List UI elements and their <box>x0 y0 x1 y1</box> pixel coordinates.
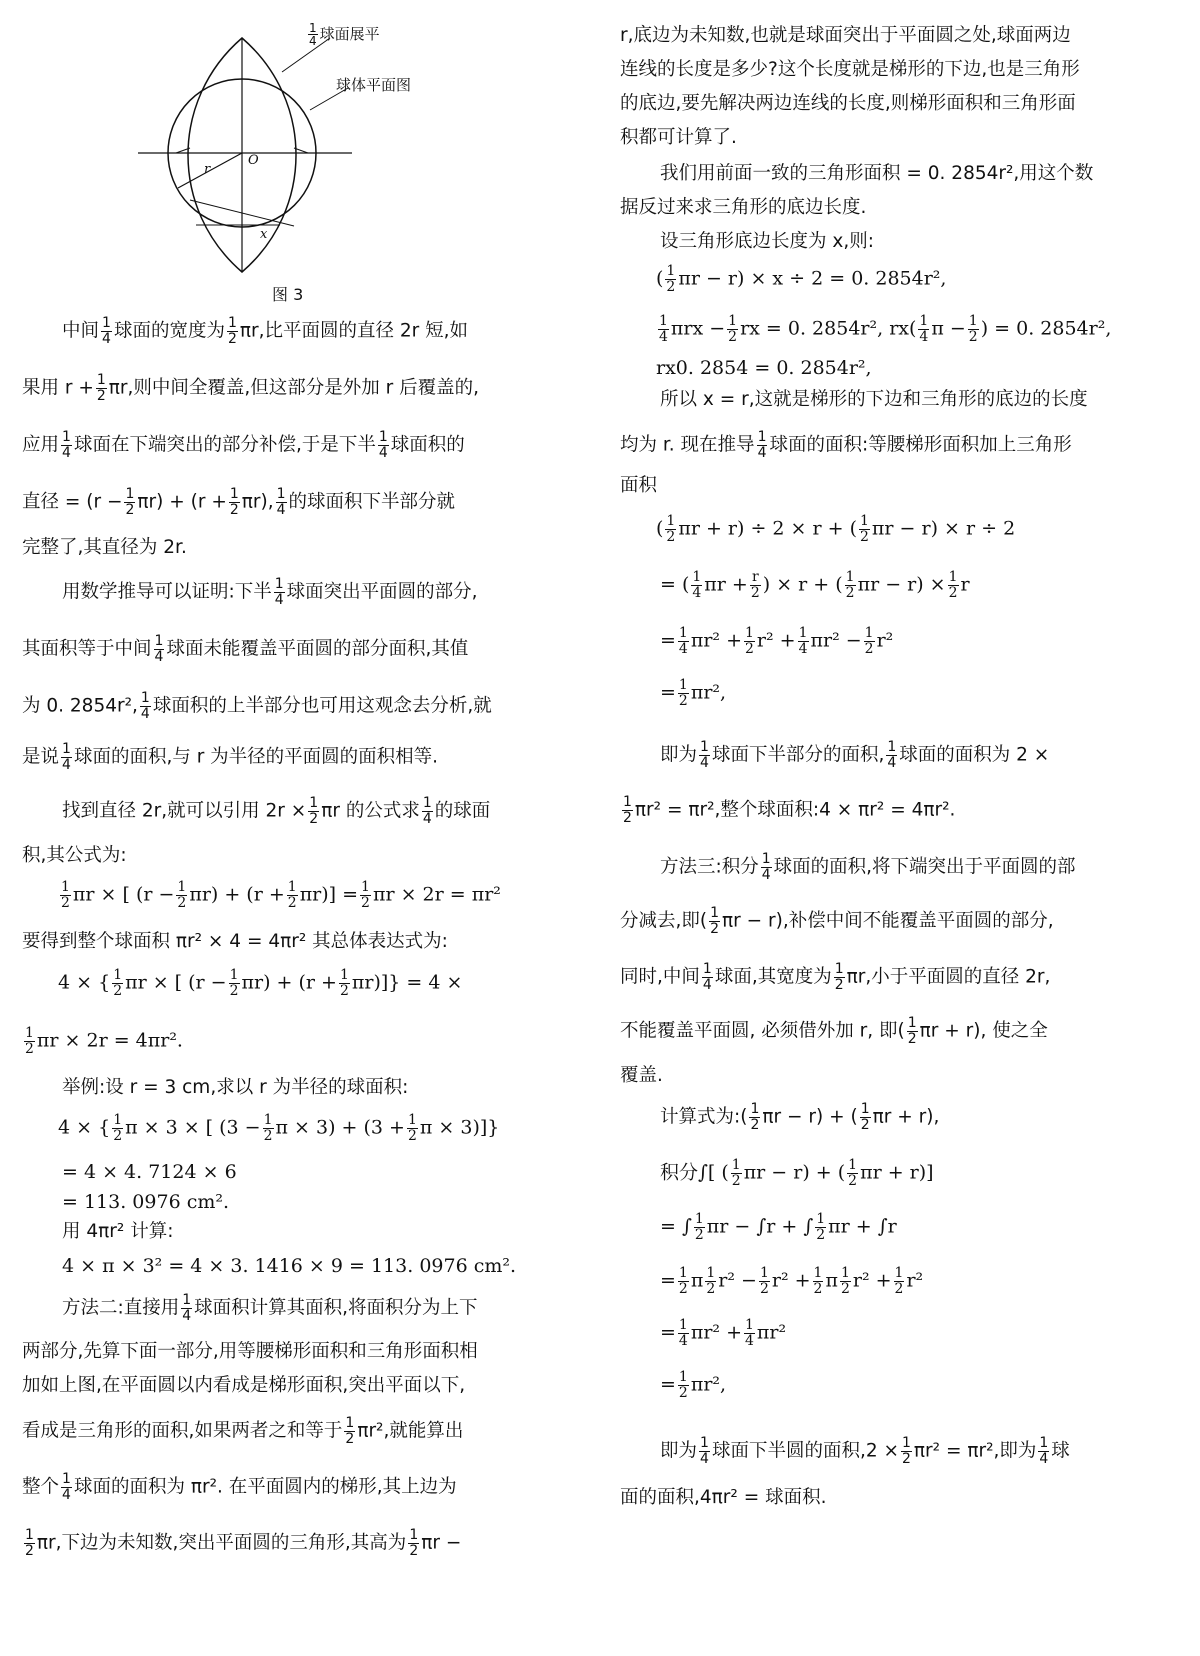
equation: ( $\frac{1}{2}$ πr − r) × x ÷ 2 = 0. 2854r², <box>656 263 947 295</box>
paragraph-line: 方法三:积分 $\frac{1}{4}$ 球面的面积,将下端突出于平面圆的部 <box>660 851 1076 883</box>
paragraph-line: 举例:设 r = 3 cm,求以 r 为半径的球面积: <box>62 1077 409 1098</box>
paragraph-line: 所以 x = r,这就是梯形的下边和三角形的底边的长度 <box>660 389 1088 410</box>
equation: = $\frac{1}{4}$ πr² + $\frac{1}{4}$ πr² <box>660 1317 787 1349</box>
paragraph-line: $\frac{1}{2}$ πr,下边为未知数,突出平面圆的三角形,其高为 $\frac{1}{2}$ πr − <box>25 1527 462 1559</box>
equation: rx0. 2854 = 0. 2854r², <box>656 357 872 379</box>
label-chord: x <box>260 227 268 242</box>
label-radius: r <box>204 162 211 177</box>
paragraph-line: 中间 $\frac{1}{4}$ 球面的宽度为 $\frac{1}{2}$ πr,比平面圆的直径 2r 短,如 <box>62 315 469 347</box>
sphere-diagram <box>130 10 430 280</box>
equation: = 113. 0976 cm². <box>62 1191 230 1213</box>
equation: = ∫ $\frac{1}{2}$ πr − ∫r + ∫ $\frac{1}{2}$ πr + ∫r <box>660 1211 897 1243</box>
paragraph-line: 面积 <box>620 475 658 496</box>
paragraph-line: 同时,中间 $\frac{1}{4}$ 球面,其宽度为 $\frac{1}{2}$ πr,小于平面圆的直径 2r, <box>620 961 1051 993</box>
paragraph-line: 整个 $\frac{1}{4}$ 球面的面积为 πr². 在平面圆内的梯形,其上边为 <box>22 1471 457 1503</box>
label-origin: O <box>248 153 259 168</box>
paragraph-line: 据反过来求三角形的底边长度. <box>620 197 867 218</box>
paragraph-line: 找到直径 2r,就可以引用 2r × $\frac{1}{2}$ πr 的公式求 $\frac{1}{4}$ 的球面 <box>62 795 491 827</box>
paragraph-line: 方法二:直接用 $\frac{1}{4}$ 球面积计算其面积,将面积分为上下 <box>62 1292 478 1324</box>
paragraph-line: r,底边为未知数,也就是球面突出于平面圆之处,球面两边 <box>620 25 1071 46</box>
paragraph-line: 覆盖. <box>620 1065 663 1086</box>
paragraph-line: 即为 $\frac{1}{4}$ 球面下半部分的面积, $\frac{1}{4}$ 球面的面积为 2 × <box>660 739 1050 771</box>
label-quarter-flat: $\frac{1}{4}$ 球面展平 <box>309 21 380 48</box>
paragraph-line: 用数学推导可以证明:下半 $\frac{1}{4}$ 球面突出平面圆的部分, <box>62 576 478 608</box>
paragraph-line: 连线的长度是多少?这个长度就是梯形的下边,也是三角形 <box>620 59 1080 80</box>
paragraph-line: 积都可计算了. <box>620 127 737 148</box>
paragraph-line: 用 4πr² 计算: <box>62 1221 174 1242</box>
equation: = $\frac{1}{2}$ πr², <box>660 677 727 709</box>
equation: 4 × { $\frac{1}{2}$ π × 3 × [ (3 − $\frac{1}{2}$ π × 3) + (3 + $\frac{1}{2}$ π × 3)]} <box>58 1112 500 1144</box>
paragraph-line: 看成是三角形的面积,如果两者之和等于 $\frac{1}{2}$ πr²,就能算出 <box>22 1415 464 1447</box>
paragraph-line: 是说 $\frac{1}{4}$ 球面的面积,与 r 为半径的平面圆的面积相等. <box>22 741 439 773</box>
equation: 积分∫[ ( $\frac{1}{2}$ πr − r) + ( $\frac{1}{2}$ πr + r)] <box>660 1157 934 1189</box>
paragraph-line: 要得到整个球面积 πr² × 4 = 4πr² 其总体表达式为: <box>22 931 448 952</box>
equation: 4 × { $\frac{1}{2}$ πr × [ (r − $\frac{1}{2}$ πr) + (r + $\frac{1}{2}$ πr)]} = 4 × <box>58 967 463 999</box>
paragraph-line: 完整了,其直径为 2r. <box>22 537 187 558</box>
label-plane-view: 球体平面图 <box>336 76 412 94</box>
paragraph-line: 分减去,即( $\frac{1}{2}$ πr − r),补偿中间不能覆盖平面圆的部分, <box>620 905 1054 937</box>
paragraph-line: 加如上图,在平面圆以内看成是梯形面积,突出平面以下, <box>22 1375 466 1396</box>
paragraph-line: 即为 $\frac{1}{4}$ 球面下半圆的面积,2 × $\frac{1}{2}$ πr² = πr²,即为 $\frac{1}{4}$ 球 <box>660 1435 1070 1467</box>
equation: = $\frac{1}{2}$ π $\frac{1}{2}$ r² − $\frac{1}{2}$ r² + $\frac{1}{2}$ π $\frac{1}{2}$ r² + $\frac{1}{2}$ r² <box>660 1265 924 1297</box>
figure-caption: 图 3 <box>272 285 304 304</box>
equation: = 4 × 4. 7124 × 6 <box>62 1161 237 1183</box>
equation: 4 × π × 3² = 4 × 3. 1416 × 9 = 113. 0976 cm². <box>62 1255 517 1277</box>
paragraph-line: 我们用前面一致的三角形面积 = 0. 2854r²,用这个数 <box>660 163 1094 184</box>
equation: $\frac{1}{2}$ πr × [ (r − $\frac{1}{2}$ πr) + (r + $\frac{1}{2}$ πr)] = $\frac{1}{2}$ πr × 2r = πr² <box>61 879 501 911</box>
equation: $\frac{1}{4}$ πrx − $\frac{1}{2}$ rx = 0. 2854r², rx( $\frac{1}{4}$ π − $\frac{1}{2}$ ) = 0. 2854r², <box>659 313 1112 345</box>
equation: = ( $\frac{1}{4}$ πr + $\frac{r}{2}$ ) × r + ( $\frac{1}{2}$ πr − r) × $\frac{1}{2}$ r <box>660 569 970 601</box>
paragraph-line: 计算式为:( $\frac{1}{2}$ πr − r) + ( $\frac{1}{2}$ πr + r), <box>660 1101 940 1133</box>
paragraph-line: 面的面积,4πr² = 球面积. <box>620 1487 827 1508</box>
paragraph-line: 为 0. 2854r², $\frac{1}{4}$ 球面积的上半部分也可用这观念去分析,就 <box>22 690 492 722</box>
figure-3 <box>130 10 430 280</box>
paragraph-line: $\frac{1}{2}$ πr² = πr²,整个球面积:4 × πr² = 4πr². <box>623 794 956 826</box>
paragraph-line: 应用 $\frac{1}{4}$ 球面在下端突出的部分补偿,于是下半 $\frac{1}{4}$ 球面积的 <box>22 429 465 461</box>
equation: ( $\frac{1}{2}$ πr + r) ÷ 2 × r + ( $\frac{1}{2}$ πr − r) × r ÷ 2 <box>656 513 1016 545</box>
equation: = $\frac{1}{4}$ πr² + $\frac{1}{2}$ r² + $\frac{1}{4}$ πr² − $\frac{1}{2}$ r² <box>660 625 894 657</box>
equation: $\frac{1}{2}$ πr × 2r = 4πr². <box>25 1025 183 1057</box>
paragraph-line: 其面积等于中间 $\frac{1}{4}$ 球面未能覆盖平面圆的部分面积,其值 <box>22 633 469 665</box>
equation: = $\frac{1}{2}$ πr², <box>660 1369 727 1401</box>
paragraph-line: 积,其公式为: <box>22 845 127 866</box>
paragraph-line: 两部分,先算下面一部分,用等腰梯形面积和三角形面积相 <box>22 1341 478 1362</box>
paragraph-line: 的底边,要先解决两边连线的长度,则梯形面积和三角形面 <box>620 93 1076 114</box>
paragraph-line: 设三角形底边长度为 x,则: <box>660 231 874 252</box>
paragraph-line: 均为 r. 现在推导 $\frac{1}{4}$ 球面的面积:等腰梯形面积加上三角形 <box>620 429 1072 461</box>
paragraph-line: 直径 = (r − $\frac{1}{2}$ πr) + (r + $\frac{1}{2}$ πr), $\frac{1}{4}$ 的球面积下半部分就 <box>22 486 456 518</box>
paragraph-line: 不能覆盖平面圆, 必须借外加 r, 即( $\frac{1}{2}$ πr + r), 使之全 <box>620 1015 1048 1047</box>
paragraph-line: 果用 r + $\frac{1}{2}$ πr,则中间全覆盖,但这部分是外加 r 后覆盖的, <box>22 372 480 404</box>
